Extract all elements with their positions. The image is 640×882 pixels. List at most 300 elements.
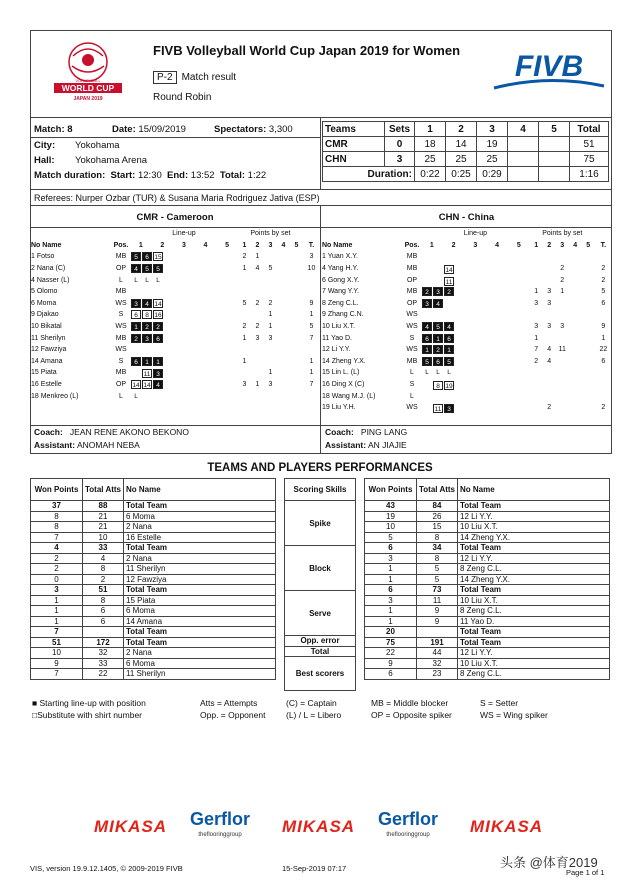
lineup-start-box: 4 (433, 299, 443, 308)
col-3: 4 (203, 241, 208, 249)
player-name: 10 Bikatal (31, 323, 62, 331)
set-points (290, 274, 303, 286)
set-points (569, 367, 582, 379)
set-points (543, 263, 556, 275)
player-pos: S (409, 381, 415, 389)
player-lineup (421, 321, 530, 333)
set-points (582, 263, 595, 275)
player-total: 2 (601, 265, 606, 273)
set-points (290, 286, 303, 298)
no-name-header: No Name (124, 479, 276, 501)
player-pos: S (118, 311, 124, 319)
player-total (303, 286, 320, 298)
col-0: 1 (138, 241, 143, 249)
lineup-start-box: 5 (422, 357, 432, 366)
lineup-start-box: 6 (422, 334, 432, 343)
perf-row (31, 627, 276, 638)
col-no-name: No Name (322, 241, 353, 249)
lineup-start-box: 2 (433, 345, 443, 354)
player-name: 11 Sherilyn (124, 669, 276, 680)
perf-row (31, 553, 276, 564)
set-points (290, 309, 303, 321)
total-atts: 191 (417, 637, 458, 648)
player-name: 11 Sherilyn (31, 334, 66, 342)
lineup-start-box: 4 (422, 322, 432, 331)
player-name: 11 Yao D. (458, 616, 610, 627)
set-points (238, 344, 251, 356)
lineup-libero: L (134, 392, 138, 400)
total-atts (417, 627, 458, 638)
lineup-libero: L (436, 369, 440, 377)
player-pos: S (409, 334, 415, 342)
won-points: 2 (31, 553, 83, 564)
player-row (321, 309, 612, 321)
player-row (321, 367, 612, 379)
set-points (277, 367, 290, 379)
set-points: 5 (268, 265, 273, 273)
player-name: 15 Piata (124, 595, 276, 606)
col-10: T. (308, 241, 315, 249)
player-row (30, 298, 320, 310)
set-points (530, 251, 543, 263)
player-row (30, 367, 320, 379)
won-points: 3 (365, 553, 417, 564)
total-atts: 26 (417, 511, 458, 522)
player-lineup (130, 274, 238, 286)
set-points: 1 (255, 253, 260, 261)
set-points (582, 251, 595, 263)
assistant-cmr: Assistant: ANOMAH NEBA (34, 440, 140, 450)
set-points (264, 344, 277, 356)
won-points: 10 (31, 648, 83, 659)
lineup-sub-box: 14 (143, 382, 151, 390)
perf-row (365, 648, 610, 659)
player-total (595, 390, 612, 402)
player-name: 14 Zheng Y.X. (322, 357, 366, 365)
performances-title: TEAMS AND PLAYERS PERFORMANCES (207, 462, 433, 474)
legend-col-4: MB = Middle blocker OP = Opposite spiker (371, 698, 452, 720)
player-total (303, 274, 320, 286)
player-name: 6 Moma (31, 299, 57, 307)
total-atts: 23 (417, 669, 458, 680)
perf-row (365, 564, 610, 575)
player-pos: MB (406, 265, 418, 273)
set-points (290, 344, 303, 356)
lineup-start-box: 1 (153, 357, 163, 366)
total-atts: 73 (417, 585, 458, 596)
set-points (264, 274, 277, 286)
total-atts: 21 (83, 511, 124, 522)
set-points (556, 390, 569, 402)
perf-row (31, 616, 276, 627)
player-name: 12 Li Y.Y. (322, 346, 351, 354)
match-number: Match: 8 (34, 124, 73, 135)
total-atts: 8 (83, 564, 124, 575)
lineup-empty (422, 402, 432, 411)
set-points: 2 (560, 276, 565, 284)
lineup-start-box: 5 (444, 357, 454, 366)
lineup-start-box: 2 (142, 322, 152, 331)
player-name: 18 Menkreo (L) (31, 392, 79, 400)
set-points: 3 (560, 323, 565, 331)
set-points (530, 309, 543, 321)
player-name: 16 Estelle (124, 532, 276, 543)
points-label: Points by set (250, 230, 291, 238)
logo-line-1: VOLLEYBALL (75, 78, 101, 83)
perf-row (31, 658, 276, 669)
set-points: 2 (255, 299, 260, 307)
set-points: 4 (547, 346, 552, 354)
player-lineup (421, 298, 530, 310)
set-points (556, 298, 569, 310)
total-atts: 84 (417, 501, 458, 512)
player-row (30, 309, 320, 321)
player-name: Total Team (124, 637, 276, 648)
lineup-sub-box: 11 (434, 406, 442, 414)
skill-row (285, 501, 356, 546)
lineup-start-box: 2 (444, 287, 454, 296)
player-total: 2 (601, 276, 606, 284)
sponsor-gerflor-1: Gerflor theflooringgroup (190, 809, 251, 838)
player-lineup (130, 321, 238, 333)
player-pos: OP (406, 299, 418, 307)
player-lineup (421, 274, 530, 286)
player-row (30, 274, 320, 286)
player-name: 8 Zeng C.L. (322, 299, 359, 307)
skills-header (285, 479, 356, 501)
total-atts: 5 (417, 564, 458, 575)
player-total (303, 390, 320, 402)
set-points: 3 (547, 288, 552, 296)
player-lineup (130, 309, 238, 321)
lineup-sub-box: 14 (132, 382, 140, 390)
sets-row-cmr: CMR 0 18 14 19 51 (323, 137, 609, 152)
total-atts: 8 (83, 595, 124, 606)
set-points (569, 286, 582, 298)
lineup-start-box: 5 (131, 252, 141, 261)
set-points (238, 274, 251, 286)
player-pos: MB (406, 253, 418, 261)
player-lineup (130, 356, 238, 368)
set-points (569, 309, 582, 321)
col-5: 1 (534, 241, 539, 249)
won-points: 8 (31, 522, 83, 533)
lineup-start-box: 1 (131, 322, 141, 331)
player-lineup (421, 251, 530, 263)
lineup-table-chn (321, 228, 612, 414)
won-points: 7 (31, 532, 83, 543)
set-points (277, 263, 290, 275)
perf-row (365, 553, 610, 564)
won-points: 19 (365, 511, 417, 522)
player-name: 6 Moma (124, 606, 276, 617)
skill-row (285, 591, 356, 636)
player-name: 16 Ding X (C) (322, 381, 365, 389)
total-atts: 51 (83, 585, 124, 596)
player-name: 10 Liu X.T. (322, 323, 356, 331)
phase: Round Robin (153, 92, 212, 103)
set-points (556, 367, 569, 379)
lineup-start-box: 1 (433, 334, 443, 343)
doc-title: Match result (181, 72, 237, 83)
legend-col-2: Atts = Attempts Opp. = Opponent (200, 698, 266, 720)
set-points (530, 379, 543, 391)
perf-row (365, 585, 610, 596)
player-total: 6 (601, 357, 606, 365)
player-name: 2 Nana (124, 648, 276, 659)
col-2: 3 (181, 241, 186, 249)
set-points: 7 (534, 346, 539, 354)
set-points (543, 251, 556, 263)
lineup-empty (131, 367, 141, 376)
set-points (556, 309, 569, 321)
set-points (264, 356, 277, 368)
performances-table-chn (364, 478, 610, 680)
set-points (582, 321, 595, 333)
player-row (321, 390, 612, 402)
total-atts: 15 (417, 522, 458, 533)
coach-chn: Coach: PING LANG (325, 427, 408, 437)
player-lineup (421, 286, 530, 298)
set-points (569, 263, 582, 275)
player-total: 6 (601, 299, 606, 307)
set-points (251, 344, 264, 356)
player-name: 1 Yuan X.Y. (322, 253, 358, 261)
player-name: Total Team (458, 585, 610, 596)
won-points: 37 (31, 501, 83, 512)
won-points: 75 (365, 637, 417, 648)
col-1: 2 (160, 241, 165, 249)
player-row (321, 263, 612, 275)
total-atts: 10 (83, 532, 124, 543)
lineup-start-box: 2 (131, 334, 141, 343)
match-duration: Match duration: Start: 12:30 End: 13:52 Total: 1:22 (34, 170, 267, 181)
set-points: 3 (268, 334, 273, 342)
total-atts: 6 (83, 616, 124, 627)
player-lineup (130, 390, 238, 402)
set-points: 1 (268, 323, 273, 331)
lineup-start-box: 6 (153, 334, 163, 343)
col-6: 2 (547, 241, 552, 249)
set-points: 2 (242, 323, 247, 331)
set-points: 1 (560, 288, 565, 296)
player-pos: L (119, 392, 123, 400)
skill-name: Total (285, 646, 356, 657)
set-points (530, 367, 543, 379)
player-name: 19 Liu Y.H. (322, 404, 356, 412)
legend-col-5: S = Setter WS = Wing spiker (480, 698, 548, 720)
player-lineup (130, 367, 238, 379)
footer-watermark: 头条 @体育2019 (500, 855, 598, 870)
player-row (30, 379, 320, 391)
set-points (251, 356, 264, 368)
logo-line-3: JAPAN 2019 (73, 96, 103, 102)
set-points (277, 286, 290, 298)
won-points: 7 (31, 669, 83, 680)
won-points: 1 (31, 616, 83, 627)
lineup-sub-box: 11 (445, 278, 453, 286)
set-points (277, 251, 290, 263)
set-points: 1 (242, 334, 247, 342)
sponsor-mikasa-2: MIKASA (282, 817, 356, 836)
set-points: 4 (547, 357, 552, 365)
set-points (569, 298, 582, 310)
col-9: 5 (294, 241, 299, 249)
player-name: 14 Zheng Y.X. (458, 574, 610, 585)
perf-row (365, 658, 610, 669)
set-points: 2 (560, 265, 565, 273)
col-7: 3 (560, 241, 565, 249)
player-name: 8 Zeng C.L. (458, 606, 610, 617)
team-panel-cmr (30, 206, 321, 454)
player-row (30, 286, 320, 298)
set-points (582, 356, 595, 368)
won-points-header: Won Points (31, 479, 83, 501)
lineup-sub-box: 14 (154, 300, 162, 308)
total-atts: 9 (417, 606, 458, 617)
total-atts: 2 (83, 574, 124, 585)
set-points (290, 263, 303, 275)
lineup-start-box: 4 (131, 264, 141, 273)
set-points: 1 (242, 265, 247, 273)
set-points (264, 390, 277, 402)
set-points: 3 (534, 299, 539, 307)
set-points: 3 (242, 381, 247, 389)
perf-row (365, 501, 610, 512)
total-atts: 9 (417, 616, 458, 627)
player-name: 11 Sherilyn (124, 564, 276, 575)
player-total: 10 (307, 265, 316, 273)
player-total: 7 (309, 381, 314, 389)
player-name: 15 Piata (31, 369, 57, 377)
perf-row (365, 627, 610, 638)
player-name: 6 Moma (124, 511, 276, 522)
player-name: 9 Djakao (31, 311, 59, 319)
player-name: Total Team (124, 627, 276, 638)
player-pos: S (118, 357, 124, 365)
set-points: 4 (255, 265, 260, 273)
player-name: 14 Amana (31, 357, 63, 365)
set-points: 1 (534, 334, 539, 342)
sets-durations: Duration: 0:22 0:25 0:29 1:16 (323, 167, 609, 182)
set-points (277, 356, 290, 368)
player-pos: WS (406, 311, 418, 319)
player-name: 4 Yang H.Y. (322, 265, 359, 273)
set-points (530, 402, 543, 414)
won-points-header: Won Points (365, 479, 417, 501)
col-7: 3 (268, 241, 273, 249)
no-name-header: No Name (458, 479, 610, 501)
player-row (30, 321, 320, 333)
player-row (321, 321, 612, 333)
lineup-start-box: 3 (131, 299, 141, 308)
player-total: 7 (309, 334, 314, 342)
set-points (264, 251, 277, 263)
skill-row (285, 636, 356, 647)
player-lineup (421, 402, 530, 414)
won-points: 1 (31, 595, 83, 606)
set-points (277, 321, 290, 333)
total-atts (83, 627, 124, 638)
lineup-start-box: 3 (153, 369, 163, 378)
won-points: 9 (31, 658, 83, 669)
player-pos: WS (406, 323, 418, 331)
player-row (321, 274, 612, 286)
set-points (582, 379, 595, 391)
lineup-sub-box: 8 (142, 310, 152, 319)
set-points (290, 390, 303, 402)
col-9: 5 (586, 241, 591, 249)
player-row (321, 332, 612, 344)
set-points (290, 379, 303, 391)
lineup-col-header (321, 240, 612, 252)
player-name: 8 Zeng C.L. (458, 564, 610, 575)
player-lineup (421, 263, 530, 275)
col-8: 4 (573, 241, 578, 249)
won-points: 1 (365, 616, 417, 627)
player-row (30, 332, 320, 344)
col-4: 5 (516, 241, 521, 249)
perf-row (31, 532, 276, 543)
set-points (277, 332, 290, 344)
player-row (321, 402, 612, 414)
total-atts: 21 (83, 522, 124, 533)
set-points (582, 344, 595, 356)
set-points (290, 321, 303, 333)
perf-row (365, 511, 610, 522)
won-points: 43 (365, 501, 417, 512)
col-4: 5 (225, 241, 230, 249)
player-name: Total Team (458, 627, 610, 638)
player-name: 10 Liu X.T. (458, 658, 610, 669)
set-points (543, 390, 556, 402)
player-pos: MB (115, 334, 127, 342)
won-points: 6 (365, 543, 417, 554)
perf-row (31, 501, 276, 512)
player-total: 5 (309, 323, 314, 331)
city-value: Yokohama (75, 140, 120, 151)
set-points (277, 344, 290, 356)
lineup-label: Line-up (172, 230, 196, 238)
lineup-empty (422, 275, 432, 284)
set-points: 1 (268, 311, 273, 319)
skill-name: Block (285, 546, 356, 591)
perf-row (31, 669, 276, 680)
set-points (582, 402, 595, 414)
won-points: 51 (31, 637, 83, 648)
player-name: 12 Li Y.Y. (458, 553, 610, 564)
player-lineup (130, 298, 238, 310)
legend-col-1: ■ Starting line-up with position □Substitute with shirt number (32, 698, 146, 720)
skill-name: Spike (285, 501, 356, 546)
legend-col-3: (C) = Captain (L) / L = Libero (286, 698, 342, 720)
total-atts-header: Total Atts (83, 479, 124, 501)
set-points (290, 332, 303, 344)
set-points: 1 (268, 369, 273, 377)
player-lineup (421, 344, 530, 356)
perf-header (31, 479, 276, 501)
player-pos: MB (115, 253, 127, 261)
logo-line-2: WORLD CUP (61, 83, 115, 93)
player-total: 1 (309, 369, 314, 377)
set-points: 1 (534, 288, 539, 296)
won-points: 3 (31, 585, 83, 596)
player-lineup (421, 309, 530, 321)
player-total (595, 379, 612, 391)
lineup-empty (422, 379, 432, 388)
perf-row (31, 637, 276, 648)
scoring-skills-header: Scoring Skills (285, 479, 356, 501)
